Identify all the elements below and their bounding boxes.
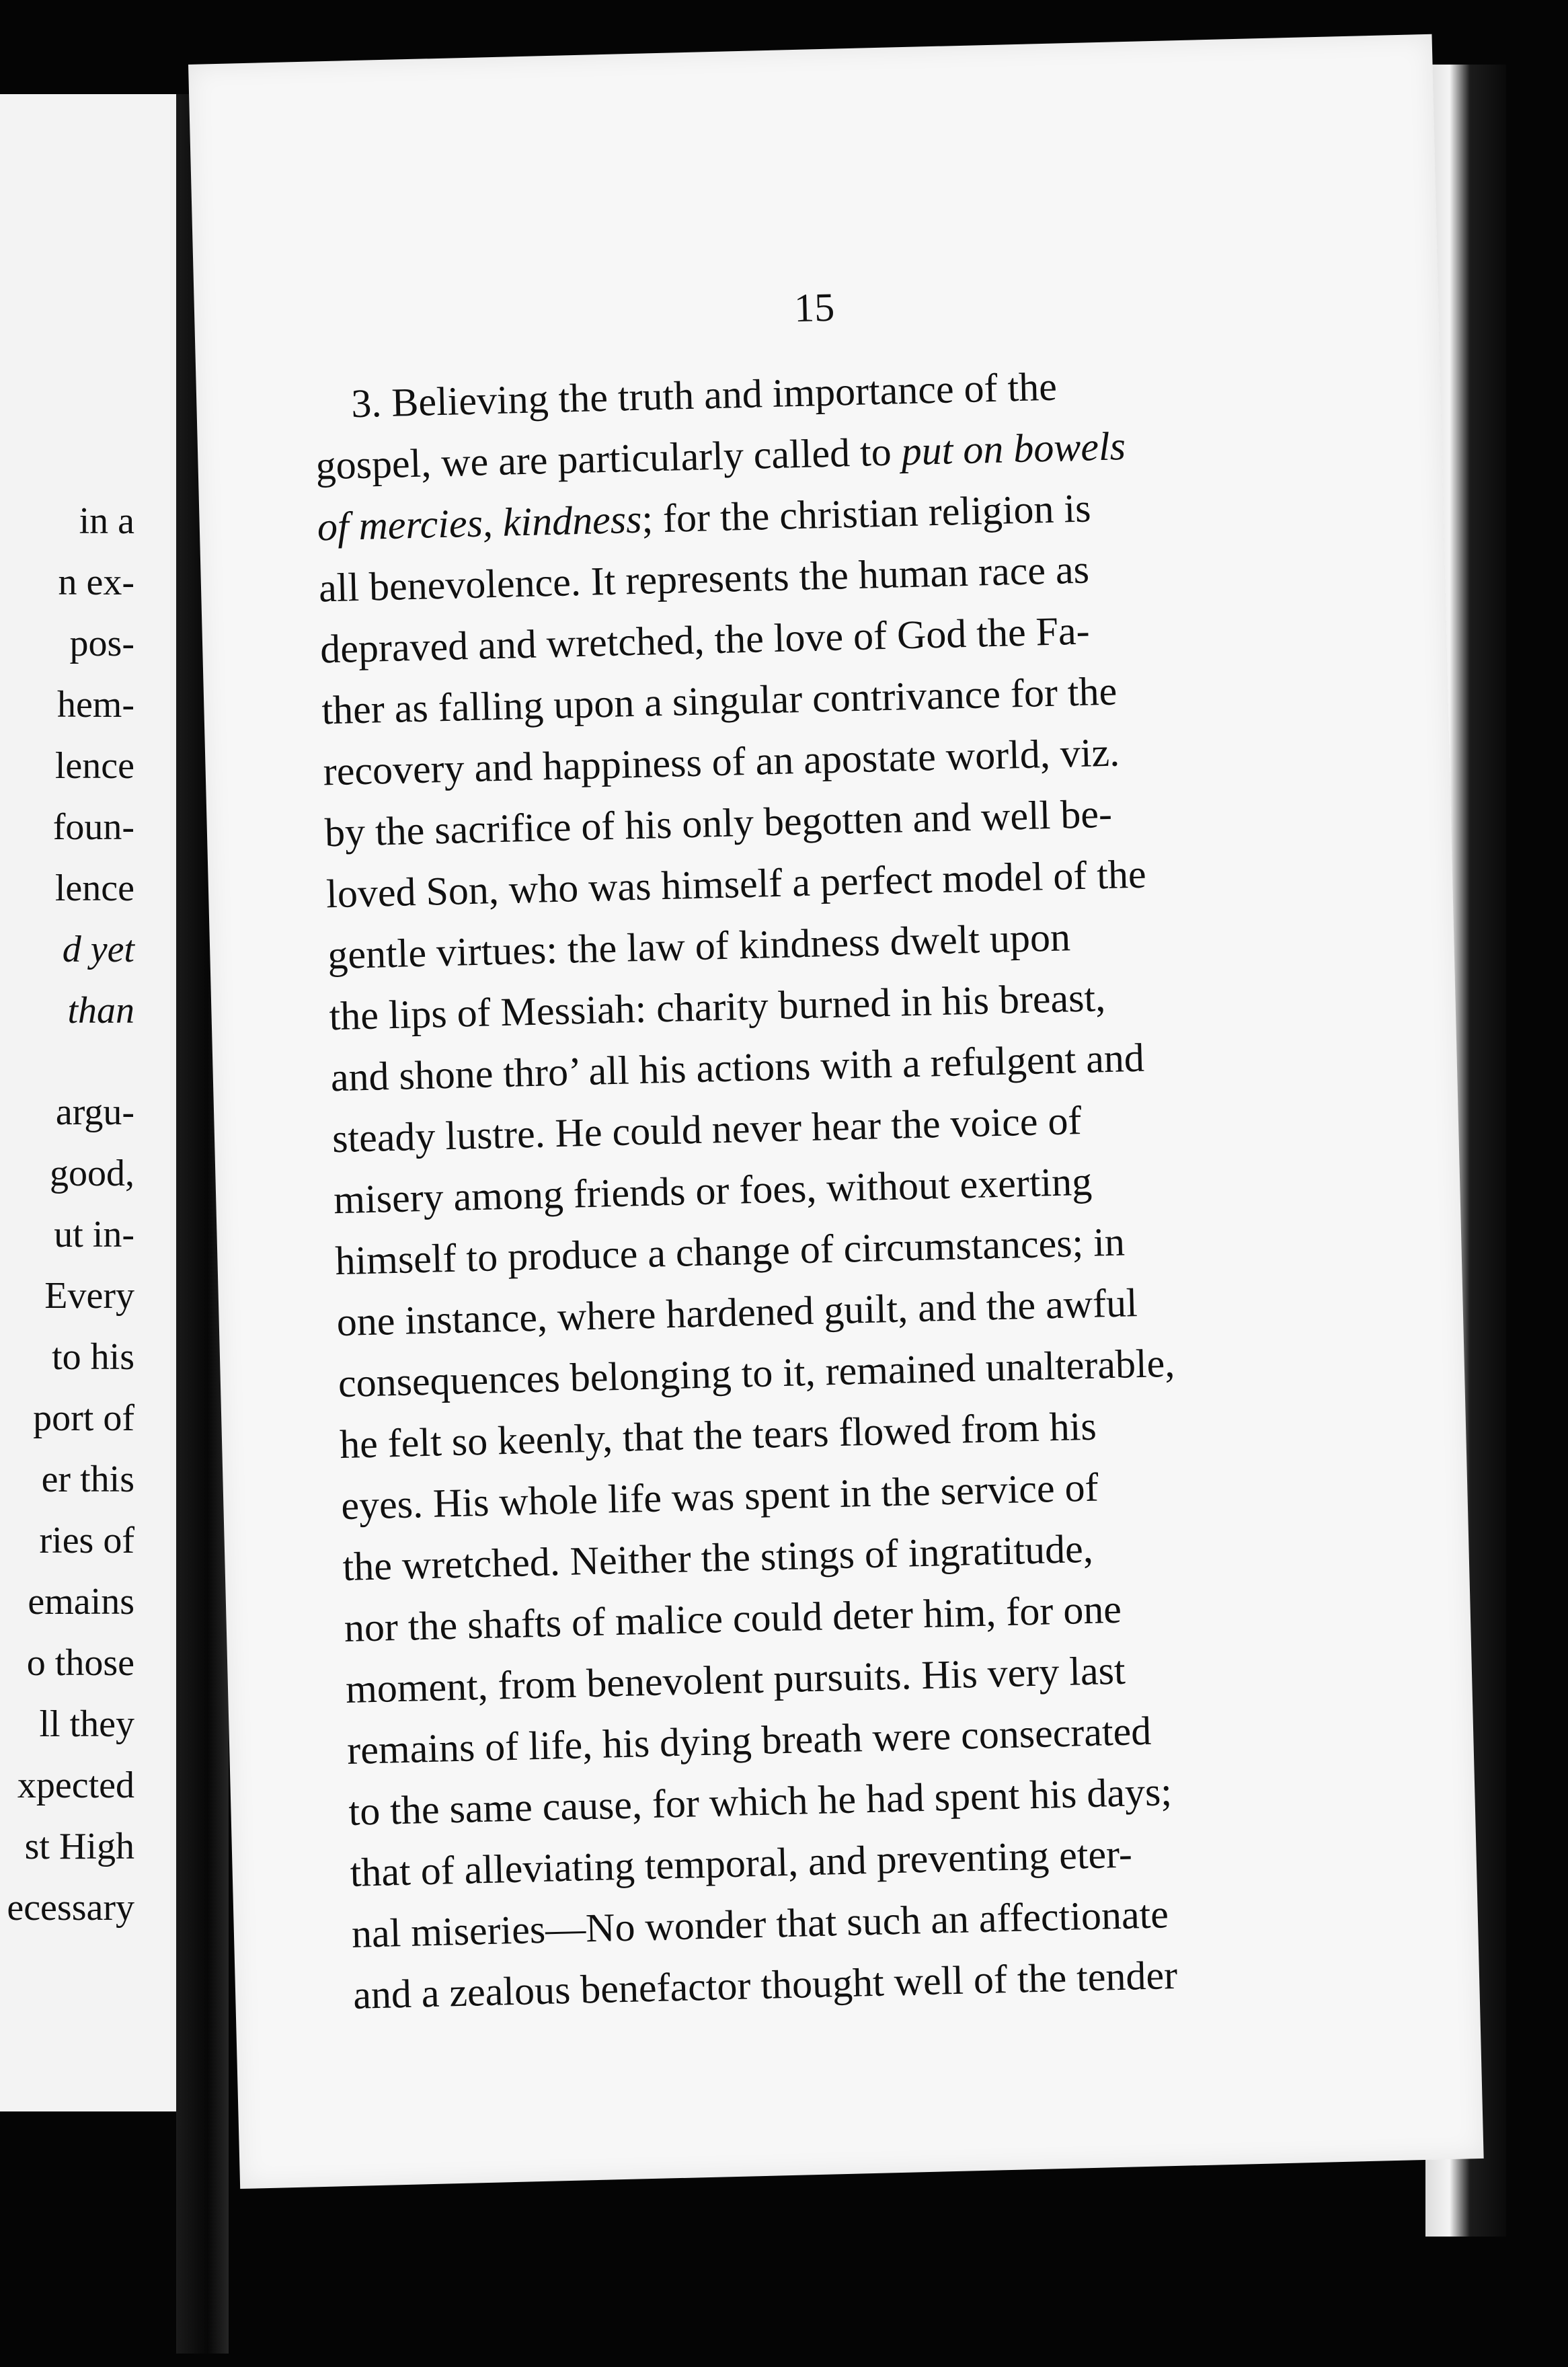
left-line: than xyxy=(67,990,134,1032)
text-line: loved Son, who was himself a perfect model of the xyxy=(325,851,1147,917)
text-run: ; for the christian religion is xyxy=(641,486,1092,541)
text-line: one instance, where hardened guilt, and the awful xyxy=(336,1280,1138,1345)
left-line: ut in- xyxy=(54,1214,134,1255)
body-text xyxy=(313,351,1315,2026)
italic-phrase: of mercies, kindness xyxy=(317,496,643,549)
left-line: argu- xyxy=(55,1091,134,1133)
left-line: hem- xyxy=(56,684,134,726)
text-line: steady lustre. He could never hear the voice of xyxy=(331,1098,1083,1161)
text-line: remains of life, his dying breath were consecrated xyxy=(346,1708,1152,1773)
left-line: ecessary xyxy=(7,1887,134,1929)
text-line: nal miseries—No wonder that such an affectionate xyxy=(351,1892,1169,1956)
text-line: recovery and happiness of an apostate world, viz. xyxy=(322,730,1120,794)
left-line: ries of xyxy=(39,1520,134,1561)
left-line: ll they xyxy=(39,1703,134,1745)
left-line: to his xyxy=(52,1336,134,1378)
text-line: consequences belonging to it, remained unalterable, xyxy=(338,1340,1175,1406)
text-line: himself to produce a change of circumstances; in xyxy=(334,1219,1126,1284)
text-line: he felt so keenly, that the tears flowed from his xyxy=(339,1403,1097,1467)
text-line: and shone thro’ all his actions with a refulgent and xyxy=(330,1035,1145,1100)
right-page xyxy=(188,34,1484,2189)
italic-phrase: put on bowels xyxy=(900,424,1126,474)
left-line: pos- xyxy=(69,623,134,664)
left-line: Every xyxy=(44,1275,134,1317)
left-line: port of xyxy=(33,1397,134,1439)
left-line: o those xyxy=(26,1642,134,1684)
left-line: in a xyxy=(79,500,134,542)
left-line: n ex- xyxy=(58,561,134,603)
left-line: lence xyxy=(54,745,134,787)
text-line: nor the shafts of malice could deter him, for one xyxy=(344,1586,1122,1651)
left-line: good, xyxy=(50,1153,134,1194)
text-line: eyes. His whole life was spent in the service of xyxy=(340,1465,1099,1528)
left-line: emains xyxy=(28,1581,134,1623)
left-line: lence xyxy=(54,867,134,909)
text-line: to the same cause, for which he had spent his days; xyxy=(348,1769,1173,1834)
text-line: depraved and wretched, the love of God the Fa- xyxy=(319,608,1091,672)
text-line: the wretched. Neither the stings of ingratitude, xyxy=(342,1526,1094,1590)
text-line: 3. Believing the truth and importance of the xyxy=(350,364,1058,426)
text-line: by the sacrifice of his only begotten and well be- xyxy=(324,791,1113,855)
left-line: xpected xyxy=(17,1764,134,1806)
text-line: that of alleviating temporal, and preventing eter- xyxy=(349,1831,1133,1895)
text-line: and a zealous benefactor thought well of the tender xyxy=(352,1952,1178,2017)
text-run: gospel, we are particularly called to xyxy=(315,429,902,488)
text-line: misery among friends or foes, without exerting xyxy=(333,1159,1093,1223)
text-line: moment, from benevolent pursuits. His very last xyxy=(345,1647,1126,1711)
left-gap xyxy=(0,1042,134,1082)
left-line: st High xyxy=(24,1826,134,1867)
left-line: foun- xyxy=(52,806,134,848)
left-page-text xyxy=(0,491,134,1939)
text-line: all benevolence. It represents the human race as xyxy=(318,547,1090,611)
left-line: d yet xyxy=(62,929,134,970)
left-line: er this xyxy=(41,1459,134,1500)
text-line: gentle virtues: the law of kindness dwelt upon xyxy=(327,915,1071,978)
text-line: the lips of Messiah: charity burned in his breast, xyxy=(328,975,1106,1039)
text-line: ther as falling upon a singular contrivance for the xyxy=(321,668,1118,733)
left-page xyxy=(0,94,176,2111)
page-number: 15 xyxy=(793,284,835,331)
